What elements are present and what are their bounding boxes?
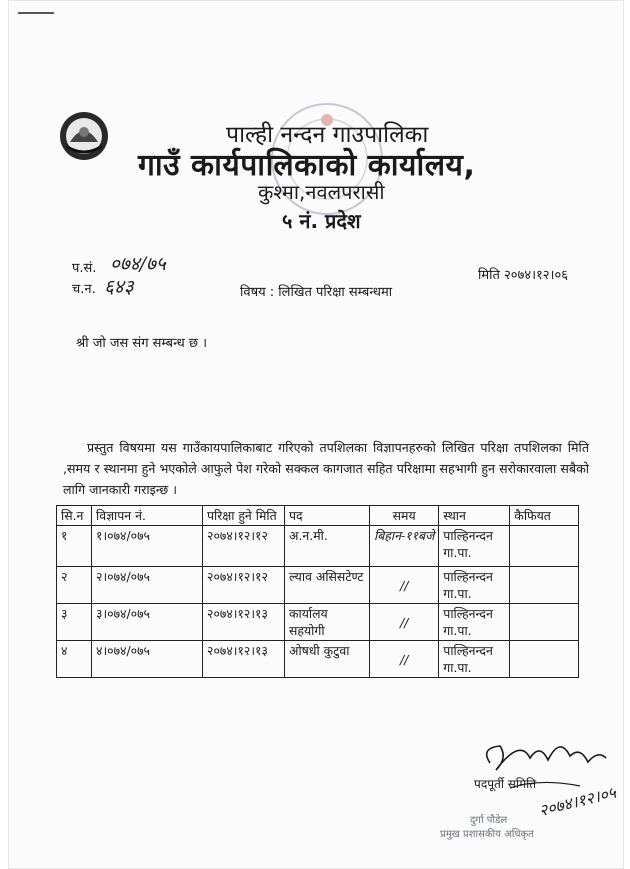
- nepal-emblem-logo: [58, 110, 110, 162]
- cell-place: पाल्हिनन्दन गा.पा.: [439, 526, 510, 567]
- signature-date: २०७४।१२।०५: [536, 782, 618, 821]
- cell-remarks: [510, 641, 579, 678]
- cell-post: अ.न.मी.: [285, 526, 370, 567]
- cell-ad-no: ४।०७४/०७५: [92, 641, 203, 678]
- ps-label: प.सं.: [72, 261, 97, 276]
- cell-place: पाल्हिनन्दन गा.पा.: [439, 641, 510, 678]
- committee-label: पदपूर्ती समिति: [474, 777, 537, 791]
- cell-remarks: [510, 526, 579, 567]
- cell-place: पाल्हिनन्दन गा.पा.: [439, 604, 510, 641]
- header-remarks: कैफियत: [510, 506, 579, 526]
- cell-sn: २: [57, 567, 92, 604]
- header-ad-no: विज्ञापन नं.: [92, 506, 203, 526]
- ps-number: ०७४/७५: [110, 253, 166, 275]
- cell-post: ओषधी कुटुवा: [285, 641, 370, 678]
- cell-sn: ४: [57, 641, 92, 678]
- cell-time: //: [370, 604, 439, 641]
- cell-date: २०७४।१२।१२: [203, 526, 285, 567]
- cell-time: बिहान-११बजे: [370, 526, 439, 567]
- province-name: ५ नं. प्रदेश: [282, 209, 361, 233]
- cell-time: //: [370, 641, 439, 678]
- cell-time: //: [370, 567, 439, 604]
- table-row: [57, 604, 579, 641]
- cell-post: कार्यालय सहयोगी: [285, 604, 370, 641]
- header-sn: सि.न: [57, 506, 92, 526]
- table-row: [57, 567, 579, 604]
- municipality-name: पाल्ही नन्दन गाउपालिका: [226, 122, 429, 148]
- table-row: [57, 641, 579, 678]
- cell-remarks: [510, 604, 579, 641]
- cell-sn: ३: [57, 604, 92, 641]
- letter-body: प्रस्तुत विषयमा यस गाउँकायपालिकाबाट गरिएको तपशिलका विज्ञापनहरुको लिखित परिक्षा तपशिलका मिति ,समय र स्थानमा हुने भएकोले आफुले पेश गरेको सक्कल कागजात सहित परिक्षामा सहभागी हुन सरोकारवाला सबैको लागि जानकारी गराइन्छ ।: [63, 440, 589, 497]
- cn-number: ६४३: [104, 276, 134, 298]
- letter-date: मिति २०७४।१२।०६: [478, 268, 568, 283]
- scan-mark: [18, 12, 54, 14]
- exam-schedule-table: [56, 505, 579, 678]
- cell-place: पाल्हिनन्दन गा.पा.: [439, 567, 510, 604]
- table-row: [57, 526, 579, 567]
- cell-date: २०७४।१२।१३: [203, 604, 285, 641]
- header-exam-date: परिक्षा हुने मिति: [203, 506, 285, 526]
- cell-ad-no: १।०७४/०७५: [92, 526, 203, 567]
- cell-ad-no: २।०७४/०७५: [92, 567, 203, 604]
- header-post: पद: [285, 506, 370, 526]
- cell-post: ल्याव असिसटेण्ट: [285, 567, 370, 604]
- cell-sn: १: [57, 526, 92, 567]
- office-location: कुश्मा,नवलपरासी: [258, 180, 385, 204]
- cell-ad-no: ३।०७४/०७५: [92, 604, 203, 641]
- cell-remarks: [510, 567, 579, 604]
- officer-title-stamp: प्रमुख प्रशासकीय अधिकृत: [440, 829, 534, 840]
- office-name: गाउँ कार्यपालिकाको कार्यालय,: [138, 148, 476, 183]
- cn-label: च.न.: [72, 282, 96, 297]
- salutation: श्री जो जस संग सम्बन्ध छ ।: [76, 336, 207, 351]
- table-header-row: [57, 506, 579, 526]
- header-time: समय: [370, 506, 439, 526]
- header-place: स्थान: [439, 506, 510, 526]
- cell-date: २०७४।१२।१३: [203, 641, 285, 678]
- officer-name-stamp: दुर्गा पौडेल: [470, 815, 508, 826]
- subject-line: विषय : लिखित परिक्षा सम्बन्धमा: [240, 285, 393, 300]
- cell-date: २०७४।१२।१२: [203, 567, 285, 604]
